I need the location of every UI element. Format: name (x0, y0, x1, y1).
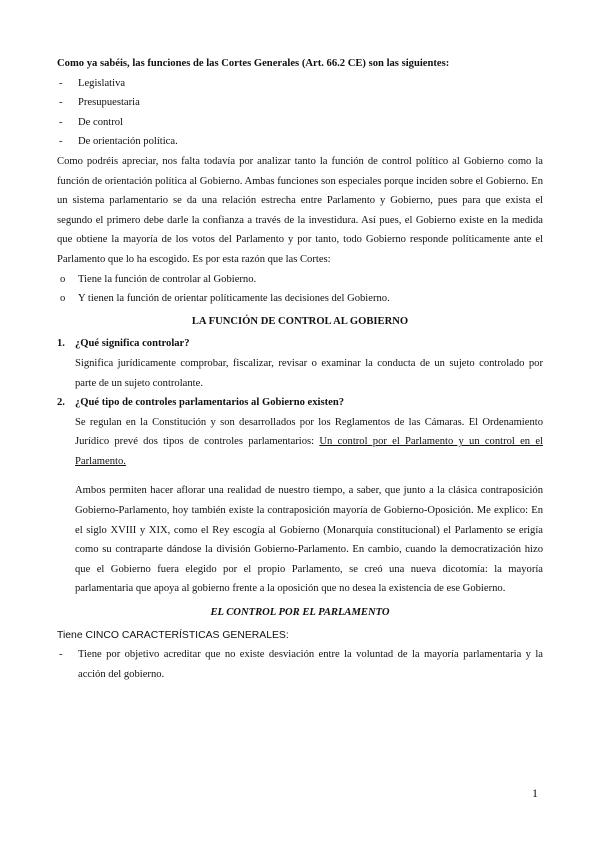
list-item: - Presupuestaria (57, 93, 543, 113)
question-2-answer: Se regulan en la Constitución y son desarrollados por los Reglamentos de las Cámaras. El Ordenamiento Jurídico prevé dos tipos de controles parlamentarios: Un control por el Parlamento y un control en el Parlamento. (75, 416, 543, 467)
intro-heading: Como ya sabéis, las funciones de las Cortes Generales (Art. 66.2 CE) son las siguientes: (57, 58, 450, 69)
list-item: - De orientación política. (57, 132, 543, 152)
question-title: ¿Qué significa controlar? (75, 338, 190, 350)
circle-bullet: o (60, 273, 66, 285)
question-1-answer: Significa jurídicamente comprobar, fiscalizar, revisar o examinar la conducta de un sujeto controlado por parte de un sujeto controlante. (75, 357, 543, 389)
characteristics-list (57, 645, 543, 684)
characteristics-intro: Tiene CINCO CARACTERÍSTICAS GENERALES: (57, 629, 289, 641)
dash-marker: - (59, 116, 63, 128)
underlined-text: Un control por el Parlamento y un control en el Parlamento. (75, 436, 543, 467)
dash-marker: - (59, 649, 63, 661)
spacer (57, 471, 543, 481)
dash-marker: - (59, 77, 63, 89)
document-page (57, 54, 543, 684)
question-number: 2. (57, 397, 65, 409)
list-item: o Tiene la función de controlar al Gobierno. (57, 270, 543, 290)
question-1 (57, 334, 543, 354)
list-item: - Tiene por objetivo acreditar que no existe desviación entre la voluntad de la mayoría parlamentaria y la acción del gobierno. (57, 645, 543, 684)
question-2 (57, 393, 543, 413)
question-title: ¿Qué tipo de controles parlamentarios al Gobierno existen? (75, 397, 345, 409)
cortes-list (57, 270, 543, 309)
list-item: - Legislativa (57, 74, 543, 94)
question-2-explanation: Ambos permiten hacer aflorar una realidad de nuestro tiempo, a saber, que junto a la clásica contraposición Gobierno-Parlamento, hoy también existe la contraposición mayoría de Gobierno-Oposición. Me explico: En el siglo XVIII y XIX, como el Rey escogía al Gobierno (Monarquía constitucional) el Parlamento se erigía como su contraparte dándose la división Gobierno-Parlamento. En cambio, cuando la democratización hizo que el Gobierno fuera elegido por el propio Parlamento, se creó una nueva dicotomía: la mayoría parlamentaria que apoya al gobierno frente a la oposición que no desea la existencia de ese Gobierno. (75, 485, 543, 595)
list-item: o Y tienen la función de orientar políticamente las decisiones del Gobierno. (57, 289, 543, 309)
dash-marker: - (59, 97, 63, 109)
question-number: 1. (57, 338, 65, 350)
list-item: - De control (57, 113, 543, 133)
functions-list (57, 74, 543, 152)
dash-marker: - (59, 136, 63, 148)
page-number: 1 (532, 786, 538, 800)
section-title-control: LA FUNCIÓN DE CONTROL AL GOBIERNO (191, 315, 409, 327)
circle-bullet: o (60, 293, 66, 305)
section-title-parlamento: EL CONTROL POR EL PARLAMENTO (210, 607, 390, 619)
intro-paragraph: Como podréis apreciar, nos falta todavía por analizar tanto la función de control político al Gobierno como la función de orientación política al Gobierno. Ambas funciones son especiales porque inciden sobre el Gobierno. En un sistema parlamentario se da una relación estrecha entre Parlamento y Gobierno, pues para que exista el segundo el primero debe darle la confianza a través de la investidura. Así pues, el Gobierno existe en la medida que obtiene la mayoría de los votos del Parlamento y por tanto, todo Gobierno responde políticamente ante el Parlamento que lo ha escogido. Es por esta razón que las Cortes: (57, 155, 543, 265)
